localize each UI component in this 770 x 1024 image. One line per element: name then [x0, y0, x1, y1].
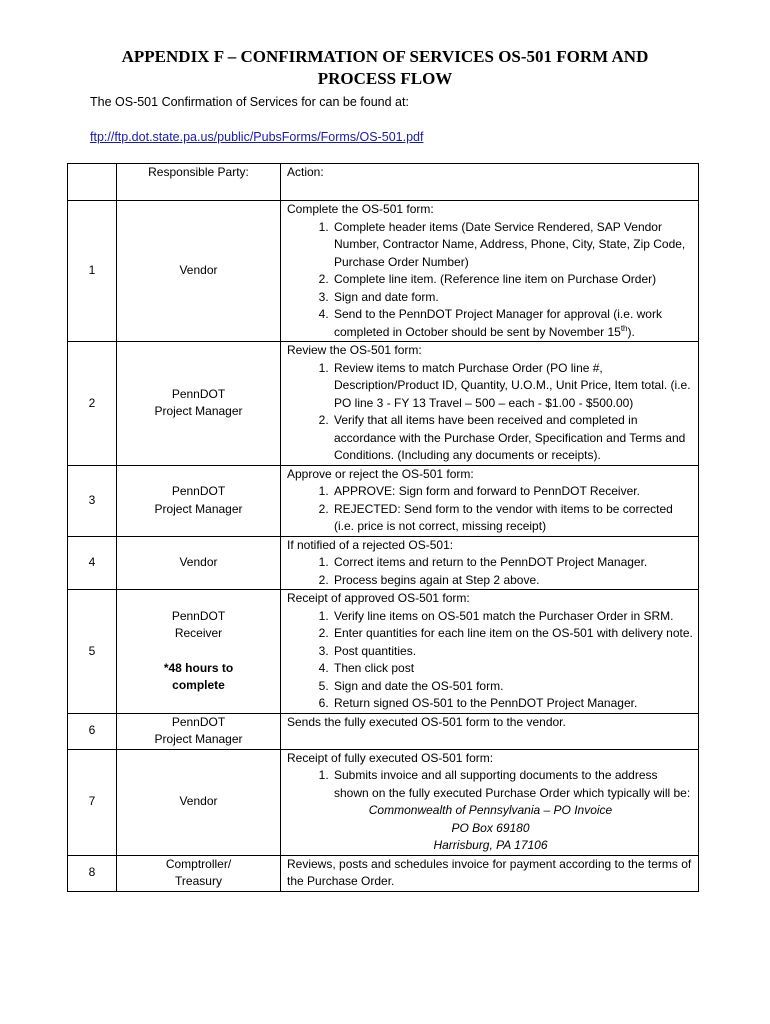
responsible-party [117, 749, 281, 855]
action-item: 2. Verify that all items have been received and completed in accordance with the Purchase Order, Specification and Terms and Conditions. (Including any documents or receipts). [332, 412, 694, 465]
step-number: 1 [68, 201, 117, 342]
action-cell [281, 855, 699, 891]
header-action: Action: [281, 164, 699, 201]
action-cell [281, 590, 699, 714]
party-line: Comptroller/ [165, 856, 232, 871]
action-item: 1. Correct items and return to the PennDOT Project Manager. [332, 554, 694, 572]
action-item: 1. APPROVE: Sign form and forward to PennDOT Receiver. [332, 483, 694, 501]
action-item: 3. Sign and date form. [332, 289, 694, 307]
party-line: PennDOT [171, 484, 226, 498]
invoice-address-line: Harrisburg, PA 17106 [433, 838, 548, 852]
party-line: Receiver [174, 626, 223, 641]
header-responsible-party: Responsible Party: [117, 164, 281, 201]
step-number: 6 [68, 713, 117, 749]
action-lead: Sends the fully executed OS-501 form to the vendor. [287, 714, 566, 729]
action-lead: Reviews, posts and schedules invoice for payment according to the terms of the Purchase Order. [287, 856, 692, 888]
responsible-party [117, 536, 281, 590]
action-item: 2. Complete line item. (Reference line item on Purchase Order) [332, 271, 694, 289]
action-lead: Approve or reject the OS-501 form: [287, 466, 474, 481]
step-number: 7 [68, 749, 117, 855]
table-row [68, 536, 699, 590]
action-item: 1. Review items to match Purchase Order (PO line #, Description/Product ID, Quantity, U.O.M., Unit Price, Item total. (i.e. PO line 3 - FY 13 Travel – 500 – each - $1.00 - $500.00) [332, 360, 694, 413]
action-item [332, 306, 694, 341]
action-cell [281, 342, 699, 466]
action-cell [281, 201, 699, 342]
table-row [68, 201, 699, 342]
action-item: 1. Complete header items (Date Service Rendered, SAP Vendor Number, Contractor Name, Address, Phone, City, State, Zip Code, Purchase Order Number) [332, 219, 694, 272]
table-row [68, 465, 699, 536]
step-number: 2 [68, 342, 117, 466]
step-number: 5 [68, 590, 117, 714]
party-line: Project Manager [154, 404, 243, 419]
action-cell [281, 536, 699, 590]
ordinal-suffix: th [620, 323, 628, 333]
action-lead: If notified of a rejected OS-501: [287, 537, 454, 552]
responsible-party [117, 465, 281, 536]
action-lead: Receipt of fully executed OS-501 form: [287, 750, 494, 765]
action-item: 1. Verify line items on OS-501 match the Purchaser Order in SRM. [332, 608, 694, 626]
action-cell [281, 465, 699, 536]
party-note: *48 hours to [163, 660, 234, 675]
table-row [68, 855, 699, 891]
responsible-party [117, 201, 281, 342]
table-row [68, 590, 699, 714]
table-row [68, 749, 699, 855]
invoice-address-line: Commonwealth of Pennsylvania – PO Invoice [368, 803, 613, 817]
table-header-row [68, 164, 699, 201]
action-item: 3. Post quantities. [332, 643, 694, 661]
action-item: 4. Then click post [332, 660, 694, 678]
step-number: 4 [68, 536, 117, 590]
title-line-2: PROCESS FLOW [317, 69, 453, 88]
action-cell [281, 713, 699, 749]
party-line: PennDOT [171, 714, 226, 729]
step-number: 3 [68, 465, 117, 536]
responsible-party [117, 713, 281, 749]
process-flow-table [67, 163, 699, 892]
party-line: PennDOT [171, 608, 226, 623]
action-lead: Complete the OS-501 form: [287, 202, 434, 216]
action-lead: Receipt of approved OS-501 form: [287, 591, 470, 605]
table-row [68, 342, 699, 466]
action-item-end: ). [627, 324, 635, 339]
header-step [68, 164, 117, 201]
party-note: complete [172, 678, 225, 693]
party-line: Project Manager [154, 732, 243, 746]
action-item: 6. Return signed OS-501 to the PennDOT Project Manager. [332, 695, 694, 713]
action-lead: Review the OS-501 form: [287, 343, 422, 357]
action-item: 5. Sign and date the OS-501 form. [332, 678, 694, 696]
action-item: 2. REJECTED: Send form to the vendor with items to be corrected (i.e. price is not correct, missing receipt) [332, 501, 694, 536]
action-cell [281, 749, 699, 855]
action-item: 2. Process begins again at Step 2 above. [332, 572, 694, 590]
title-line-1: APPENDIX F – CONFIRMATION OF SERVICES OS-501 FORM AND [121, 47, 649, 66]
party-line: Vendor [179, 794, 218, 809]
invoice-address-line: PO Box 69180 [451, 820, 530, 835]
page-title [70, 46, 700, 90]
action-item: 1. Submits invoice and all supporting documents to the address shown on the fully executed Purchase Order which typically will be: [332, 767, 694, 802]
step-number: 8 [68, 855, 117, 891]
action-item: 2. Enter quantities for each line item on the OS-501 with delivery note. [332, 625, 694, 643]
os-501-form-link[interactable]: ftp://ftp.dot.state.pa.us/public/PubsForms/Forms/OS-501.pdf [90, 130, 424, 144]
party-line: Vendor [179, 555, 218, 569]
party-line: Vendor [179, 263, 218, 278]
intro-text: The OS-501 Confirmation of Services for can be found at: [90, 95, 409, 109]
responsible-party [117, 855, 281, 891]
responsible-party [117, 590, 281, 714]
action-item-text: Send to the PennDOT Project Manager for approval (i.e. work completed in October should be sent by November 15 [334, 307, 662, 339]
table-row [68, 713, 699, 749]
party-line: Project Manager [154, 501, 243, 516]
party-line: PennDOT [171, 386, 226, 401]
responsible-party [117, 342, 281, 466]
party-line: Treasury [175, 874, 222, 888]
